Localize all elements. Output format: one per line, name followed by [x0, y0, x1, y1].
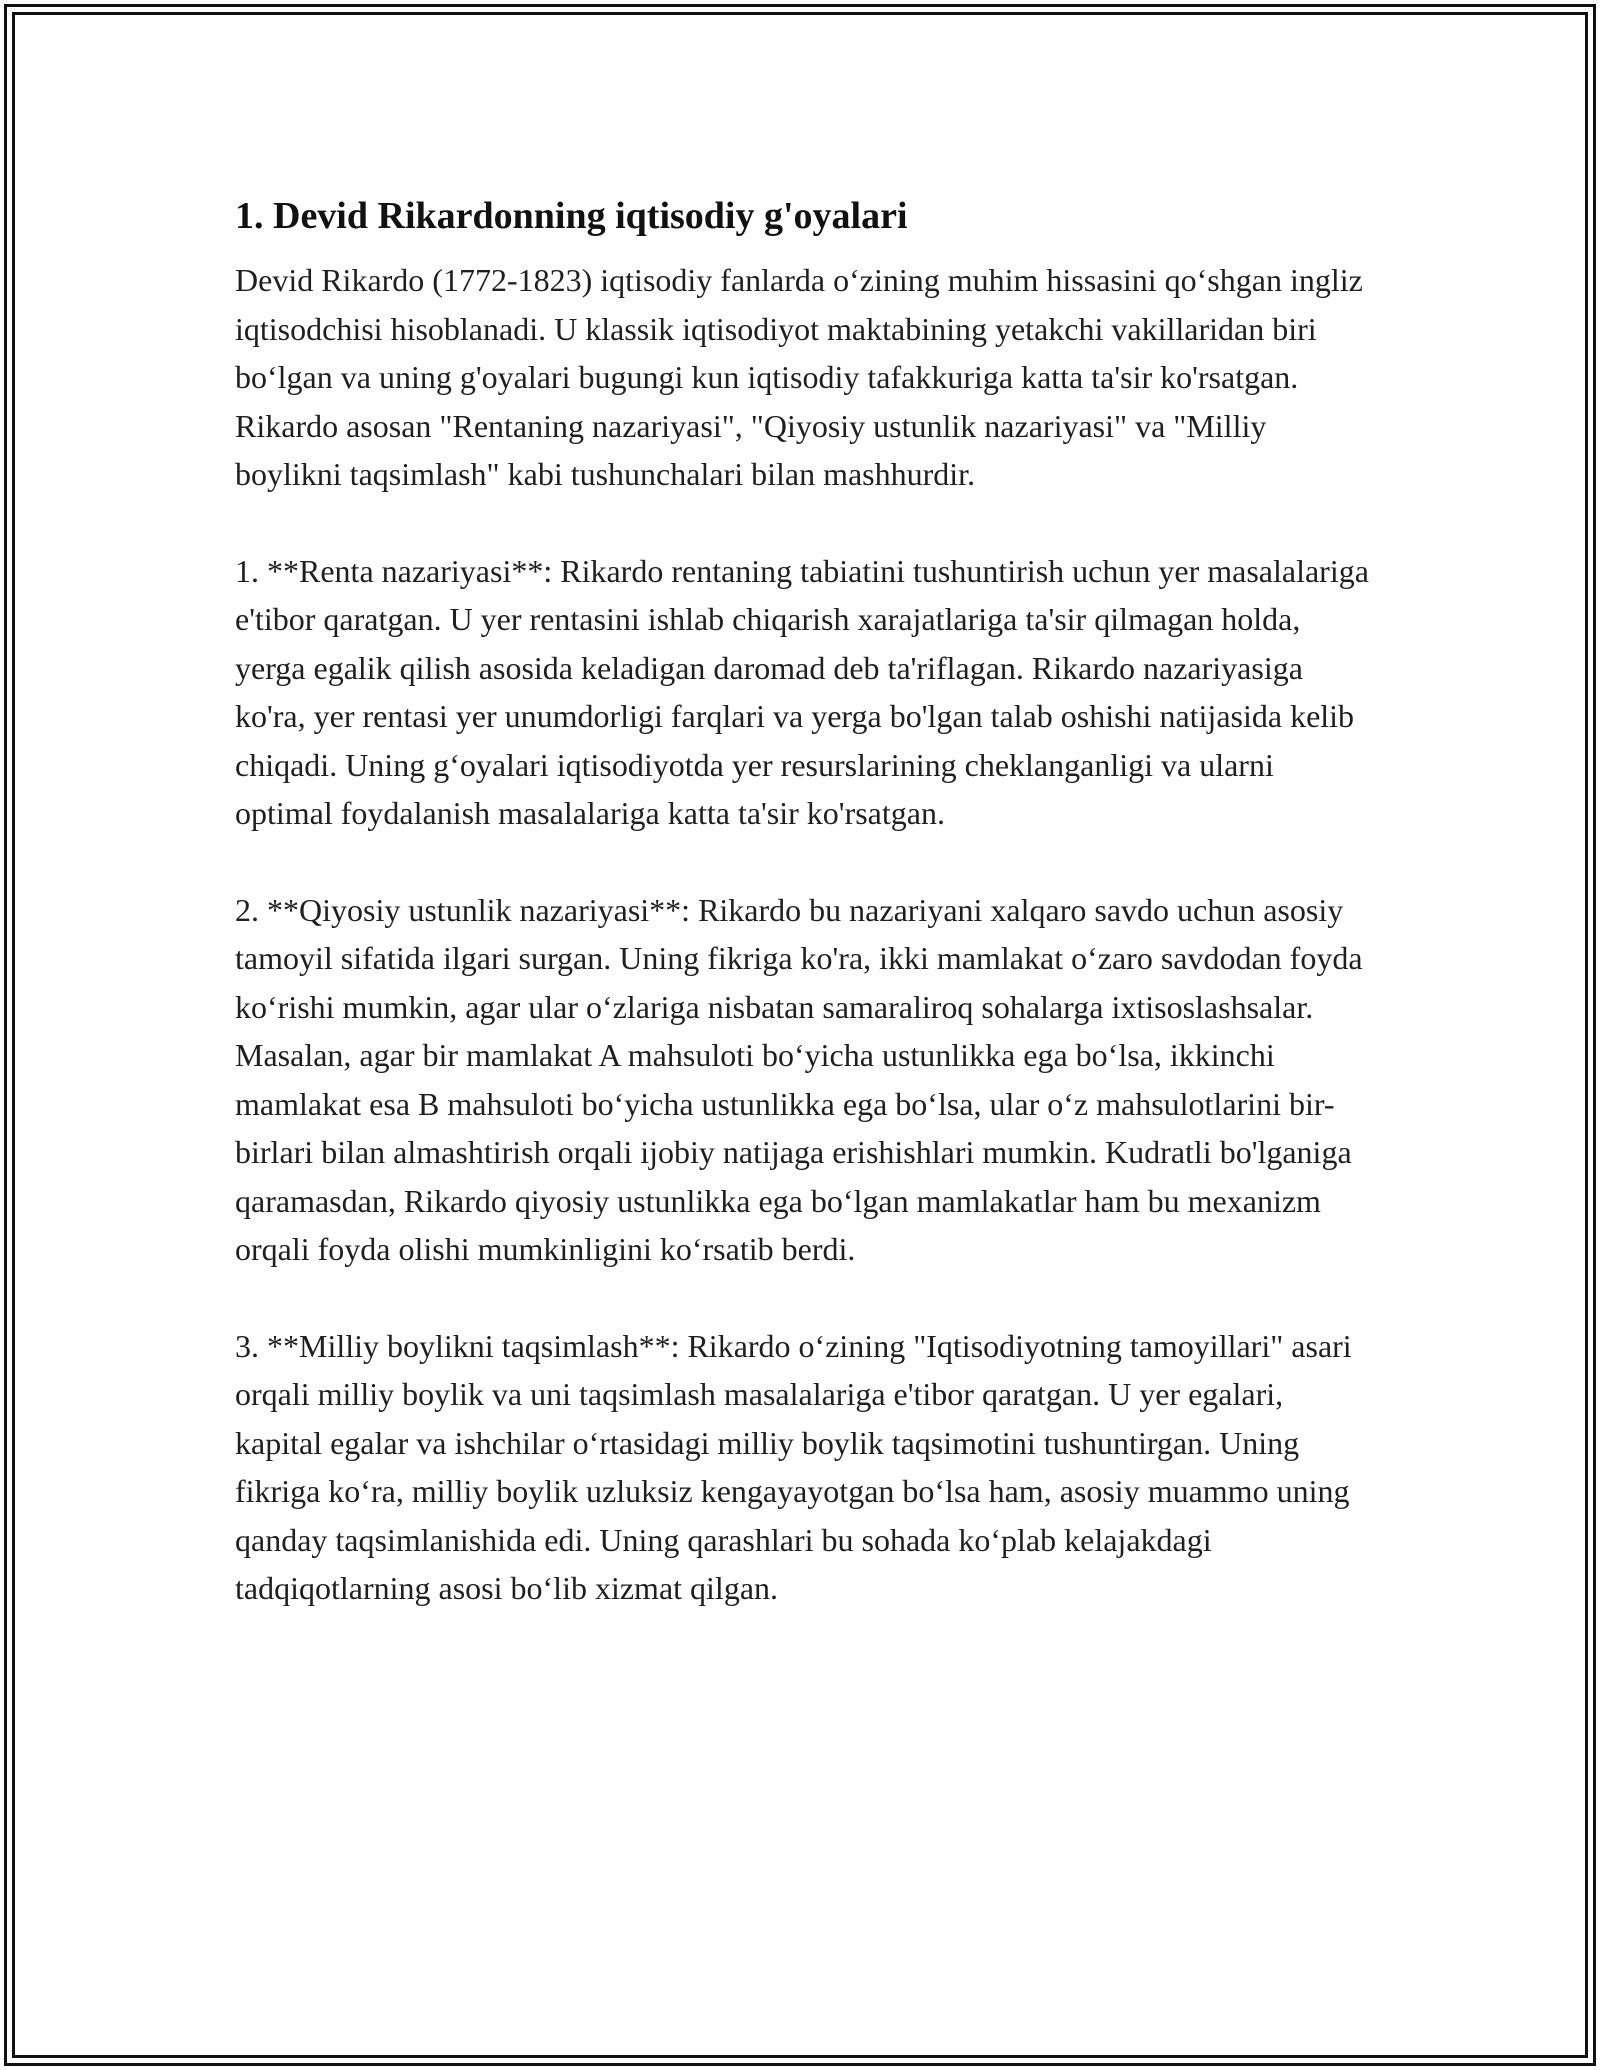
- renta-theory-paragraph: 1. **Renta nazariyasi**: Rikardo rentaning tabiatini tushuntirish uchun yer masalalariga e'tibor qaratgan. U yer rentasini ishlab chiqarish xarajatlariga ta'sir qilmagan holda, yerga egalik qilish asosida keladigan daromad deb ta'riflagan. Rikardo nazariyasiga ko'ra, yer rentasi yer unumdorligi farqlari va yerga bo'lgan talab oshishi natijasida kelib chiqadi. Uning g‘oyalari iqtisodiyotda yer resurslarining cheklanganligi va ularni optimal foydalanish masalalariga katta ta'sir ko'rsatgan.: [235, 552, 1369, 831]
- section-heading: 1. Devid Rikardonning iqtisodiy g'oyalari: [235, 195, 908, 237]
- wealth-distribution-paragraph: 3. **Milliy boylikni taqsimlash**: Rikardo o‘zining "Iqtisodiyotning tamoyillari" asari orqali milliy boylik va uni taqsimlash masalalariga e'tibor qaratgan. U yer egalari, kapital egalar va ishchilar o‘rtasidagi milliy boylik taqsimotini tushuntirgan. Uning fikriga ko‘ra, milliy boylik uzluksiz kengayayotgan bo‘lsa ham, asosiy muammo uning qanday taqsimlanishida edi. Uning qarashlari bu sohada ko‘plab kelajakdagi tadqiqotlarning asosi bo‘lib xizmat qilgan.: [235, 1327, 1352, 1606]
- comparative-advantage-paragraph: 2. **Qiyosiy ustunlik nazariyasi**: Rikardo bu nazariyani xalqaro savdo uchun asosiy tamoyil sifatida ilgari surgan. Uning fikriga ko'ra, ikki mamlakat o‘zaro savdodan foyda ko‘rishi mumkin, agar ular o‘zlariga nisbatan samaraliroq sohalarga ixtisoslashsalar. Masalan, agar bir mamlakat A mahsuloti bo‘yicha ustunlikka ega bo‘lsa, ikkinchi mamlakat esa B mahsuloti bo‘yicha ustunlikka ega bo‘lsa, ular o‘z mahsulotlarini bir-birlari bilan almashtirish orqali ijobiy natijaga erishishlari mumkin. Kudratli bo'lganiga qaramasdan, Rikardo qiyosiy ustunlikka ega bo‘lgan mamlakatlar ham bu mexanizm orqali foyda olishi mumkinligini ko‘rsatib berdi.: [235, 891, 1363, 1267]
- document-body: [235, 188, 1375, 1613]
- intro-paragraph: Devid Rikardo (1772-1823) iqtisodiy fanlarda o‘zining muhim hissasini qo‘shgan ingliz iqtisodchisi hisoblanadi. U klassik iqtisodiyot maktabining yetakchi vakillaridan biri bo‘lgan va uning g'oyalari bugungi kun iqtisodiy tafakkuriga katta ta'sir ko'rsatgan. Rikardo asosan "Rentaning nazariyasi", "Qiyosiy ustunlik nazariyasi" va "Milliy boylikni taqsimlash" kabi tushunchalari bilan mashhurdir.: [235, 262, 1363, 492]
